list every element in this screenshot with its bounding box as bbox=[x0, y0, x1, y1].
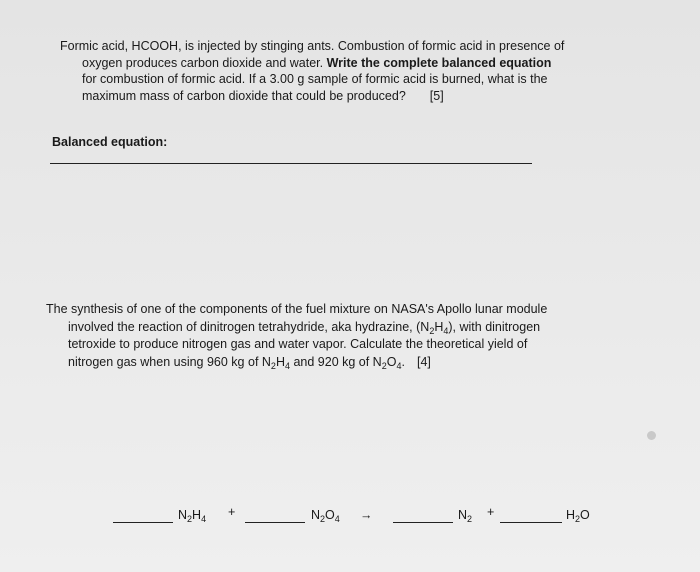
subscript: 4 bbox=[201, 514, 207, 524]
reaction-arrow: → bbox=[360, 508, 373, 522]
q2-line-4 bbox=[46, 354, 547, 372]
coefficient-blank-n2h4 bbox=[113, 522, 173, 523]
subscript: 4 bbox=[334, 514, 340, 524]
subscript: 4 bbox=[284, 360, 290, 371]
term-n2h4 bbox=[178, 508, 206, 522]
subscript: 4 bbox=[396, 360, 402, 371]
balanced-equation-answer-line bbox=[50, 163, 532, 164]
eq-symbol: N bbox=[458, 508, 468, 522]
q2-line-2 bbox=[46, 319, 547, 337]
eq-symbol: H bbox=[192, 508, 202, 522]
subscript: 2 bbox=[270, 360, 276, 371]
balanced-equation-label: Balanced equation: bbox=[52, 135, 168, 149]
eq-symbol: H bbox=[566, 508, 576, 522]
eq-symbol: N bbox=[178, 508, 188, 522]
coefficient-blank-n2 bbox=[393, 522, 453, 523]
term-n2o4 bbox=[311, 508, 340, 522]
subscript: 2 bbox=[320, 514, 326, 524]
q2-line-4-text-a: nitrogen gas when using 960 kg of N bbox=[68, 354, 271, 369]
q2-line-4-text-c: and 920 kg of N bbox=[289, 354, 382, 369]
subscript: 2 bbox=[467, 514, 473, 524]
question-hydrazine bbox=[46, 301, 547, 371]
plus-sign-1: + bbox=[228, 505, 236, 519]
q1-line-3: for combustion of formic acid. If a 3.00 g sample of formic acid is burned, what is the bbox=[82, 72, 548, 86]
q2-line-4-text-d: O bbox=[386, 354, 397, 369]
q2-line-1: The synthesis of one of the components of the fuel mixture on NASA's Apollo lunar module bbox=[46, 302, 548, 316]
q1-instruction-bold: Write the complete balanced equation bbox=[326, 55, 552, 70]
subscript: 2 bbox=[575, 514, 581, 524]
q2-line-4-text-e: . bbox=[401, 354, 405, 369]
q1-line-2 bbox=[60, 55, 564, 72]
subscript: 4 bbox=[443, 325, 449, 336]
q2-line-2-text-c: ), with dinitrogen bbox=[448, 319, 541, 334]
q2-marks: [4] bbox=[416, 354, 431, 369]
scan-mark bbox=[647, 431, 656, 440]
term-n2 bbox=[458, 508, 472, 522]
eq-symbol: O bbox=[325, 508, 335, 522]
q2-line-2-text-b: H bbox=[434, 319, 444, 334]
q1-marks: [5] bbox=[429, 88, 444, 103]
eq-symbol: O bbox=[580, 508, 590, 522]
q2-line-3: tetroxide to produce nitrogen gas and water vapor. Calculate the theoretical yield of bbox=[68, 337, 528, 351]
q2-line-2-text-a: involved the reaction of dinitrogen tetrahydride, aka hydrazine, (N bbox=[68, 319, 430, 334]
q1-line-2-text: oxygen produces carbon dioxide and water. bbox=[82, 55, 327, 70]
term-h2o bbox=[566, 508, 590, 522]
question-formic-acid bbox=[60, 38, 564, 104]
q1-line-4 bbox=[60, 88, 564, 105]
q1-line-4-text: maximum mass of carbon dioxide that could be produced? bbox=[82, 88, 406, 103]
coefficient-blank-h2o bbox=[500, 522, 562, 523]
coefficient-blank-n2o4 bbox=[245, 522, 305, 523]
q1-line-1: Formic acid, HCOOH, is injected by stinging ants. Combustion of formic acid in presence of bbox=[60, 39, 565, 53]
eq-symbol: N bbox=[311, 508, 321, 522]
subscript: 2 bbox=[429, 325, 435, 336]
plus-sign-2: + bbox=[487, 505, 495, 519]
q2-line-4-text-b: H bbox=[275, 354, 285, 369]
subscript: 2 bbox=[187, 514, 193, 524]
subscript: 2 bbox=[381, 360, 387, 371]
